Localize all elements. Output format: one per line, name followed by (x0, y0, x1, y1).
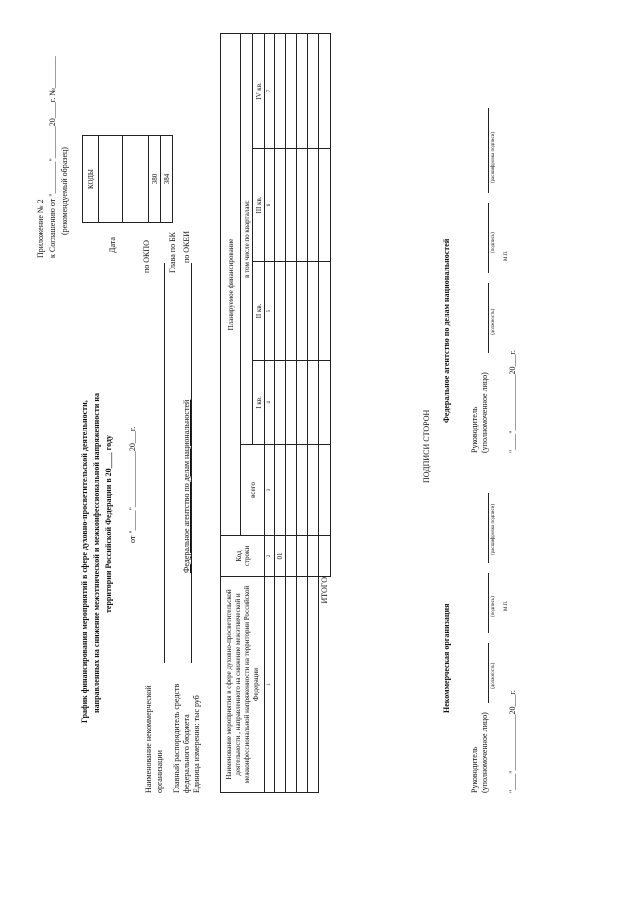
codes-date-cell[interactable] (99, 135, 123, 222)
row4-q3[interactable] (308, 148, 319, 261)
row3-q1[interactable] (297, 360, 308, 444)
rotated-form-page (30, 33, 610, 873)
left-signature-line[interactable] (488, 573, 489, 633)
budget-manager-label-2: федерального бюджета (182, 713, 191, 793)
left-cap-signature: (подпись) (491, 595, 496, 617)
col-header-q4: IV кв. (253, 33, 265, 148)
table-row (308, 33, 319, 792)
left-stamp-mark: М.П. (504, 599, 509, 611)
col-number-7: 7 (265, 33, 275, 148)
col-number-4: 4 (265, 360, 275, 444)
right-cap-signature: (подпись) (491, 231, 496, 253)
title-line-1: График финансирования мероприятий в сфере духовно-просветительской деятельности, (80, 399, 89, 723)
row4-code[interactable] (308, 535, 319, 576)
codes-okpo-cell[interactable] (123, 135, 149, 222)
itogo-q3[interactable] (319, 148, 331, 261)
codes-date-label: Дата (108, 236, 117, 253)
table-row (286, 33, 297, 792)
right-authorized-label: (уполномоченное лицо) (480, 371, 489, 453)
itogo-q2[interactable] (319, 261, 331, 360)
table-row (275, 33, 286, 792)
row2-q1[interactable] (286, 360, 297, 444)
codes-okpo-label: по ОКПО (142, 239, 151, 273)
right-position-line[interactable] (488, 283, 489, 353)
row1-code: 01 (275, 535, 286, 576)
total-row (319, 33, 331, 792)
col-header-q2: II кв. (253, 261, 265, 360)
codes-bk-cell: 380 (149, 135, 161, 222)
appendix-agreement-line: к Соглашению от "________"________20____г. №________ (48, 55, 57, 258)
row1-activity[interactable] (275, 576, 286, 792)
row4-q1[interactable] (308, 360, 319, 444)
col-number-2: 2 (265, 535, 275, 576)
right-head-label: Руководитель (470, 406, 479, 453)
row1-q4[interactable] (275, 33, 286, 148)
budget-manager-value: Федеральное агентство по делам национальностей (182, 399, 191, 573)
itogo-q1[interactable] (319, 360, 331, 444)
row2-total[interactable] (286, 444, 297, 535)
row1-q2[interactable] (275, 261, 286, 360)
budget-manager-line (191, 263, 192, 663)
row4-q4[interactable] (308, 33, 319, 148)
left-position-line[interactable] (488, 643, 489, 703)
col-header-planned: Планируемое финансирование (221, 33, 241, 535)
codes-box (82, 135, 173, 223)
right-signature-line[interactable] (488, 203, 489, 273)
row2-q4[interactable] (286, 33, 297, 148)
col-header-total: всего (241, 444, 265, 535)
unit-label: Единица измерения: тыс руб (192, 694, 201, 793)
codes-okei-cell: 384 (161, 135, 173, 222)
row2-activity[interactable] (286, 576, 297, 792)
col-number-3: 3 (265, 444, 275, 535)
col-header-line-code: Код строки (221, 535, 265, 576)
row4-q2[interactable] (308, 261, 319, 360)
row3-total[interactable] (297, 444, 308, 535)
right-org-heading: Федеральное агентство по делам национальностей (442, 238, 451, 423)
row2-q3[interactable] (286, 148, 297, 261)
right-cap-position: (должность) (491, 308, 496, 335)
col-number-5: 5 (265, 261, 275, 360)
row4-total[interactable] (308, 444, 319, 535)
org-name-line (164, 263, 165, 663)
right-cap-decoding: (расшифровка подписи) (491, 131, 496, 183)
title-line-2: направленных на снижение межэтнической и межконфессиональной напряженности на (92, 392, 101, 713)
itogo-code[interactable] (319, 535, 331, 576)
row3-code[interactable] (297, 535, 308, 576)
left-head-label: Руководитель (470, 746, 479, 793)
row3-q4[interactable] (297, 33, 308, 148)
col-header-quarters-caption: в том числе по кварталам: (241, 33, 253, 444)
codes-okei-label: по ОКЕИ (182, 230, 191, 263)
left-cap-decoding: (расшифровка подписи) (491, 503, 496, 555)
org-label-1: Наименование некоммерческой (144, 684, 153, 793)
signatures-heading: ПОДПИСИ СТОРОН (422, 409, 431, 483)
col-number-1: 1 (265, 576, 275, 792)
itogo-q4[interactable] (319, 33, 331, 148)
row1-total[interactable] (275, 444, 286, 535)
itogo-total[interactable] (319, 444, 331, 535)
left-date-line: "____"______________20___г. (508, 689, 517, 793)
left-org-heading: Некоммерческая организация (442, 603, 451, 713)
row2-code[interactable] (286, 535, 297, 576)
right-stamp-mark: М.П. (504, 249, 509, 261)
row1-q3[interactable] (275, 148, 286, 261)
left-cap-position: (должность) (491, 662, 496, 689)
financing-table (220, 33, 331, 793)
row2-q2[interactable] (286, 261, 297, 360)
row1-q1[interactable] (275, 360, 286, 444)
left-authorized-label: (уполномоченное лицо) (480, 711, 489, 793)
codes-header: КОДЫ (83, 135, 99, 222)
right-date-line: "____"______________20___г. (508, 349, 517, 453)
col-number-6: 6 (265, 148, 275, 261)
row4-activity[interactable] (308, 576, 319, 792)
title-line-3: территории Российской Федерации в 20____ году (104, 434, 113, 613)
left-decoding-line[interactable] (488, 493, 489, 563)
row3-activity[interactable] (297, 576, 308, 792)
col-header-activity: Наименование мероприятия в сфере духовно-просветительской деятельности , направленного на снижение межэтнической и межконфессиональной напряженности на территории Российской Федерации (221, 576, 265, 792)
col-header-q1: I кв. (253, 360, 265, 444)
appendix-number: Приложение № 2 (36, 198, 45, 258)
codes-bk-label: Глава по БК (168, 231, 177, 273)
budget-manager-label-1: Главный распорядитель средств (172, 683, 181, 793)
appendix-sample-note: (рекомендуемый образец) (60, 146, 69, 235)
col-header-q3: III кв. (253, 148, 265, 261)
org-label-2: организации (155, 749, 164, 793)
row3-q3[interactable] (297, 148, 308, 261)
right-decoding-line[interactable] (488, 108, 489, 193)
date-line: от "_____"______________20___г. (128, 426, 137, 543)
row3-q2[interactable] (297, 261, 308, 360)
table-row (297, 33, 308, 792)
itogo-label: ИТОГО (320, 576, 330, 604)
